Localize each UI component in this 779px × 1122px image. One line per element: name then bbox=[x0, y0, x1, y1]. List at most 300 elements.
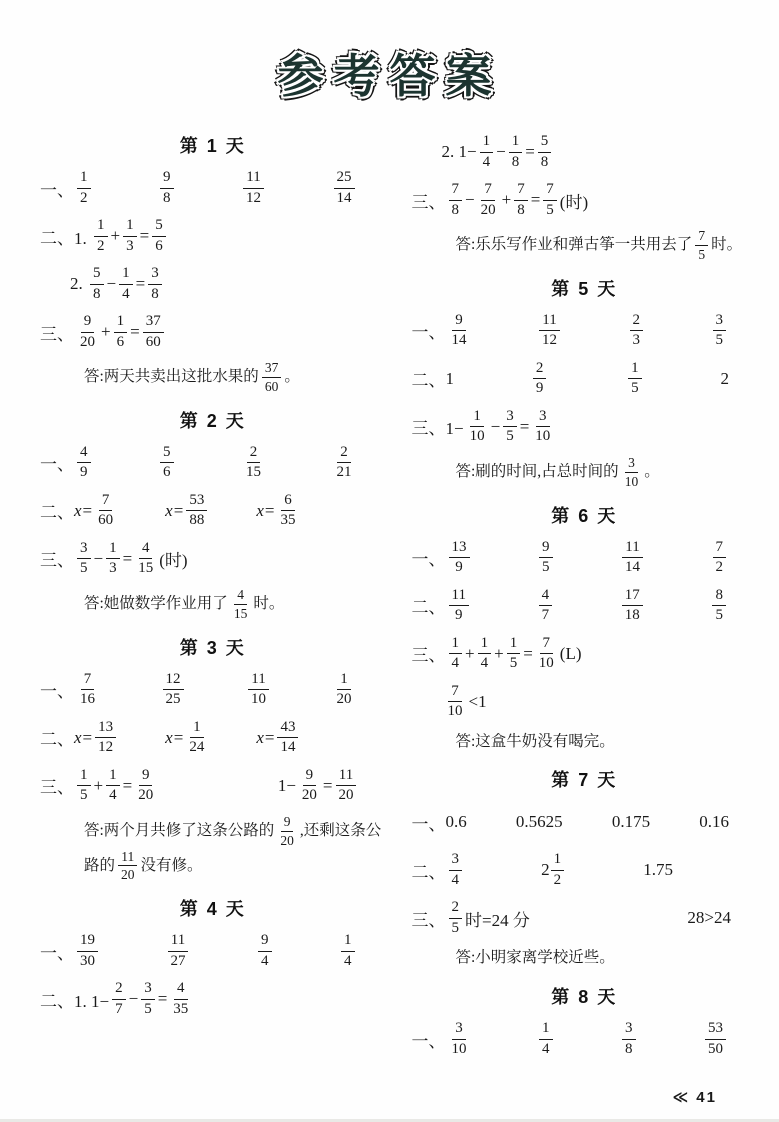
fraction bbox=[152, 217, 166, 255]
fraction bbox=[135, 767, 156, 805]
answer-item bbox=[530, 360, 550, 398]
numerator: 43 bbox=[277, 719, 298, 739]
text: 28>24 bbox=[687, 908, 731, 928]
answer-item bbox=[74, 169, 94, 207]
text: = bbox=[157, 989, 168, 1009]
fraction bbox=[95, 719, 116, 757]
fraction bbox=[334, 444, 355, 482]
item-label: 一、 bbox=[40, 180, 74, 200]
fraction bbox=[449, 587, 469, 625]
answer-row bbox=[412, 311, 758, 351]
answer-item bbox=[612, 812, 650, 832]
text: = bbox=[525, 142, 535, 161]
answer-item bbox=[446, 312, 473, 350]
text: = bbox=[530, 190, 541, 209]
denominator: 10 bbox=[469, 428, 485, 445]
fraction bbox=[514, 181, 528, 219]
denominator: 20 bbox=[336, 691, 352, 708]
answer-row bbox=[442, 682, 758, 722]
text: 答:她做数学作业用了 bbox=[84, 594, 228, 612]
fraction bbox=[243, 444, 264, 482]
numerator: 1 bbox=[106, 767, 120, 787]
denominator: 12 bbox=[98, 739, 114, 756]
denominator: 5 bbox=[80, 560, 88, 577]
answer-items bbox=[74, 169, 386, 207]
denominator: 5 bbox=[80, 787, 88, 804]
item-label: 一、 bbox=[40, 943, 74, 963]
answer-item bbox=[619, 1020, 639, 1058]
variable: x bbox=[256, 727, 264, 747]
fraction bbox=[539, 1020, 553, 1058]
fraction bbox=[299, 767, 320, 805]
numerator: 1 bbox=[190, 719, 204, 739]
fraction bbox=[630, 312, 644, 350]
denominator: 18 bbox=[624, 607, 640, 624]
denominator: 5 bbox=[715, 607, 723, 624]
fraction bbox=[509, 133, 523, 171]
numerator: 2 bbox=[247, 444, 261, 464]
fraction bbox=[186, 719, 207, 757]
numerator: 2 bbox=[533, 360, 547, 380]
variable: x bbox=[165, 500, 173, 520]
answer-row bbox=[412, 180, 758, 220]
numerator: 11 bbox=[449, 587, 469, 607]
answer-item bbox=[627, 312, 647, 350]
text: = bbox=[519, 416, 530, 436]
answer-row bbox=[412, 634, 758, 674]
fraction bbox=[334, 169, 355, 207]
numerator: 5 bbox=[160, 444, 174, 464]
text: 三、 bbox=[411, 646, 446, 666]
numerator: 1 bbox=[628, 360, 642, 380]
answer-row bbox=[412, 538, 758, 578]
answer-items bbox=[74, 932, 386, 970]
answer-item bbox=[338, 932, 358, 970]
text: 答:乐乐写作业和弹古筝一共用去了 bbox=[455, 235, 693, 253]
text: 0.5625 bbox=[515, 812, 563, 832]
denominator: 8 bbox=[93, 285, 101, 302]
answer-row bbox=[70, 264, 386, 304]
denominator: 15 bbox=[233, 605, 248, 621]
answer-item bbox=[643, 860, 673, 880]
numerator: 11 bbox=[243, 169, 263, 189]
fraction bbox=[77, 540, 91, 578]
text: 答:两个月共修了这条公路的 bbox=[84, 821, 275, 839]
text: = bbox=[122, 548, 133, 568]
numerator: 4 bbox=[234, 587, 247, 605]
fraction bbox=[478, 181, 499, 219]
answer-row bbox=[412, 850, 758, 890]
fraction bbox=[77, 444, 91, 482]
numerator: 12 bbox=[163, 671, 184, 691]
answer-item bbox=[446, 369, 455, 389]
fraction bbox=[449, 181, 463, 219]
denominator: 2 bbox=[80, 189, 88, 206]
text: 1 bbox=[445, 368, 454, 388]
text: = bbox=[322, 775, 333, 795]
answer-sentence bbox=[84, 814, 386, 884]
numerator: 7 bbox=[713, 539, 727, 559]
numerator: 9 bbox=[160, 169, 174, 189]
answer-row bbox=[40, 168, 386, 208]
variable: x bbox=[165, 727, 173, 747]
fraction bbox=[277, 492, 298, 530]
fraction bbox=[628, 360, 642, 398]
numerator: 37 bbox=[262, 360, 282, 378]
numerator: 7 bbox=[448, 683, 462, 703]
denominator: 4 bbox=[482, 153, 491, 170]
text: − bbox=[93, 548, 104, 568]
numerator: 3 bbox=[452, 1020, 466, 1040]
fraction bbox=[449, 312, 470, 350]
text: + bbox=[101, 322, 111, 341]
numerator: 5 bbox=[152, 217, 166, 237]
text: 。 bbox=[644, 462, 660, 480]
fraction bbox=[533, 360, 547, 398]
fraction bbox=[94, 217, 108, 255]
denominator: 4 bbox=[122, 285, 130, 302]
answer-item bbox=[255, 932, 275, 970]
numerator: 9 bbox=[81, 313, 95, 333]
numerator: 9 bbox=[452, 312, 466, 332]
day-heading: 第 6 天 bbox=[551, 505, 618, 526]
fraction bbox=[262, 360, 282, 395]
denominator: 4 bbox=[344, 952, 352, 969]
denominator: 4 bbox=[109, 787, 117, 804]
item-label: 二、 bbox=[40, 730, 74, 750]
denominator: 60 bbox=[145, 333, 161, 350]
day-heading: 第 7 天 bbox=[551, 770, 618, 791]
text: 2 bbox=[720, 368, 729, 388]
fraction bbox=[248, 671, 269, 709]
answer-item bbox=[699, 812, 729, 832]
answer-items bbox=[74, 767, 386, 805]
denominator: 20 bbox=[338, 787, 354, 804]
text: − bbox=[128, 989, 139, 1009]
denominator: 4 bbox=[542, 1040, 550, 1057]
text: 时。 bbox=[253, 594, 285, 612]
fraction bbox=[503, 408, 517, 446]
fraction bbox=[160, 444, 174, 482]
answer-item bbox=[157, 444, 177, 482]
numerator: 2 bbox=[112, 980, 126, 1000]
denominator: 5 bbox=[451, 919, 459, 936]
denominator: 5 bbox=[546, 201, 554, 218]
numerator: 3 bbox=[148, 265, 162, 285]
fraction bbox=[445, 683, 466, 721]
denominator: 9 bbox=[454, 607, 463, 624]
answer-items bbox=[446, 539, 758, 577]
text: 答:这盒牛奶没有喝完。 bbox=[455, 732, 615, 750]
fraction bbox=[170, 980, 191, 1018]
answer-item bbox=[165, 492, 210, 530]
answer-item bbox=[74, 444, 94, 482]
numerator: 7 bbox=[543, 181, 557, 201]
answer-row bbox=[40, 443, 386, 483]
numerator: 1 bbox=[507, 635, 521, 655]
fraction bbox=[135, 540, 156, 578]
numerator: 9 bbox=[303, 767, 317, 787]
fraction bbox=[77, 169, 91, 207]
fraction bbox=[277, 814, 297, 849]
text: − bbox=[465, 190, 475, 209]
numerator: 9 bbox=[258, 932, 272, 952]
fraction bbox=[449, 899, 463, 937]
fraction bbox=[713, 539, 727, 577]
denominator: 10 bbox=[451, 1040, 467, 1057]
denominator: 4 bbox=[480, 655, 489, 672]
answers-column-right bbox=[412, 132, 758, 1067]
numerator: 1 bbox=[114, 313, 128, 333]
fraction bbox=[551, 851, 565, 889]
numerator: 1 bbox=[470, 408, 484, 428]
answer-items bbox=[446, 851, 758, 889]
answer-sentence bbox=[84, 360, 386, 395]
fraction bbox=[478, 635, 492, 673]
text: 三、 bbox=[40, 551, 74, 571]
answer-items bbox=[74, 671, 386, 709]
text: = bbox=[82, 727, 93, 747]
numerator: 1 bbox=[449, 635, 463, 655]
answer-item bbox=[625, 360, 645, 398]
fraction bbox=[168, 932, 189, 970]
numerator: 9 bbox=[539, 539, 553, 559]
denominator: 6 bbox=[116, 333, 125, 350]
answer-row bbox=[40, 670, 386, 710]
answer-item bbox=[536, 312, 563, 350]
text: 没有修。 bbox=[140, 856, 203, 874]
text: 。 bbox=[284, 367, 300, 385]
answer-row bbox=[412, 359, 758, 399]
denominator: 8 bbox=[625, 1040, 633, 1057]
answer-item bbox=[256, 492, 301, 530]
answer-items bbox=[446, 812, 758, 832]
answers-column-left bbox=[40, 132, 386, 1067]
denominator: 35 bbox=[280, 512, 296, 529]
text: 时。 bbox=[711, 235, 743, 253]
numerator: 1 bbox=[341, 932, 355, 952]
denominator: 15 bbox=[246, 464, 261, 481]
fraction bbox=[114, 313, 128, 351]
text: = bbox=[135, 274, 146, 293]
item-label: 二、 bbox=[411, 371, 446, 391]
denominator: 8 bbox=[451, 201, 459, 218]
variable: x bbox=[256, 500, 264, 520]
denominator: 9 bbox=[80, 464, 88, 481]
fraction bbox=[77, 932, 98, 970]
answer-item bbox=[720, 369, 729, 389]
answer-row bbox=[412, 1019, 758, 1059]
denominator: 8 bbox=[151, 285, 159, 302]
denominator: 9 bbox=[455, 559, 463, 576]
answer-row bbox=[412, 586, 758, 626]
answer-items bbox=[74, 719, 386, 757]
fraction bbox=[141, 980, 155, 1018]
denominator: 5 bbox=[542, 559, 550, 576]
answer-sentence bbox=[84, 587, 386, 622]
answer-item bbox=[278, 767, 360, 805]
text: − bbox=[496, 142, 506, 161]
answer-item bbox=[619, 587, 646, 625]
text: 三、1− bbox=[411, 419, 464, 439]
answer-row bbox=[40, 718, 386, 758]
text: = bbox=[82, 500, 93, 520]
fraction bbox=[334, 671, 355, 709]
numerator: 3 bbox=[622, 1020, 636, 1040]
denominator: 24 bbox=[189, 739, 205, 756]
numerator: 11 bbox=[118, 849, 137, 867]
answer-item bbox=[446, 812, 467, 832]
denominator: 3 bbox=[109, 560, 117, 577]
day-heading: 第 4 天 bbox=[179, 899, 246, 920]
item-label: 一、 bbox=[411, 814, 446, 834]
numerator: 17 bbox=[622, 587, 643, 607]
numerator: 4 bbox=[77, 444, 91, 464]
denominator: 4 bbox=[261, 952, 269, 969]
denominator: 8 bbox=[511, 153, 520, 170]
denominator: 8 bbox=[540, 153, 549, 170]
numerator: 13 bbox=[95, 719, 116, 739]
fraction bbox=[538, 133, 552, 171]
answer-item bbox=[536, 1020, 556, 1058]
item-label: 一、 bbox=[411, 550, 446, 570]
fraction bbox=[449, 539, 470, 577]
text: + bbox=[465, 643, 475, 663]
text: = bbox=[173, 500, 184, 520]
fraction bbox=[186, 492, 207, 530]
denominator: 2 bbox=[715, 559, 723, 576]
numerator: 11 bbox=[248, 671, 268, 691]
answer-sentence bbox=[456, 946, 758, 971]
text: = bbox=[264, 500, 275, 520]
numerator: 1 bbox=[539, 1020, 553, 1040]
numerator: 53 bbox=[186, 492, 207, 512]
variable: x bbox=[74, 727, 82, 747]
numerator: 9 bbox=[281, 814, 294, 832]
denominator: 10 bbox=[624, 473, 639, 489]
answer-items bbox=[74, 492, 386, 530]
answer-item bbox=[165, 932, 192, 970]
fraction bbox=[112, 980, 126, 1018]
denominator: 15 bbox=[138, 560, 154, 577]
denominator: 14 bbox=[625, 559, 640, 576]
text: 二、1. bbox=[40, 228, 91, 248]
text: 答:刷的时间,占总时间的 bbox=[455, 462, 619, 480]
fraction bbox=[77, 671, 98, 709]
fraction bbox=[539, 587, 553, 625]
answer-items bbox=[446, 360, 758, 398]
numerator: 5 bbox=[538, 133, 552, 153]
denominator: 60 bbox=[98, 512, 114, 529]
answer-item bbox=[709, 587, 729, 625]
text: + bbox=[110, 226, 121, 245]
numerator: 37 bbox=[143, 313, 164, 333]
fraction bbox=[106, 767, 120, 805]
denominator: 3 bbox=[126, 237, 134, 254]
fraction bbox=[622, 455, 642, 490]
answer-item bbox=[446, 587, 472, 625]
answer-row bbox=[40, 979, 386, 1019]
fraction bbox=[95, 492, 116, 530]
text: 2. bbox=[70, 274, 87, 293]
day-heading: 第 8 天 bbox=[551, 987, 618, 1008]
denominator: 25 bbox=[165, 691, 181, 708]
text: = bbox=[139, 226, 150, 245]
denominator: 2 bbox=[553, 871, 562, 888]
denominator: 20 bbox=[480, 201, 496, 218]
text: = bbox=[264, 727, 275, 747]
fraction bbox=[536, 635, 557, 673]
fraction bbox=[705, 1020, 726, 1058]
text: 三、 bbox=[40, 324, 74, 344]
numerator: 7 bbox=[514, 181, 528, 201]
text: (时) bbox=[559, 192, 589, 212]
numerator: 13 bbox=[449, 539, 470, 559]
answer-item bbox=[710, 312, 730, 350]
denominator: 50 bbox=[708, 1040, 723, 1057]
denominator: 7 bbox=[115, 1000, 123, 1017]
answer-item bbox=[74, 767, 159, 805]
answer-item bbox=[331, 444, 358, 482]
answer-item bbox=[74, 932, 101, 970]
text: 答:小明家离学校近些。 bbox=[455, 949, 615, 967]
denominator: 60 bbox=[264, 378, 279, 394]
answer-item bbox=[516, 812, 563, 832]
numerator: 4 bbox=[539, 587, 553, 607]
numerator: 6 bbox=[281, 492, 295, 512]
denominator: 14 bbox=[336, 189, 352, 206]
numerator: 7 bbox=[449, 181, 463, 201]
numerator: 1 bbox=[94, 217, 108, 237]
fraction bbox=[118, 849, 138, 884]
day-heading: 第 3 天 bbox=[179, 637, 246, 658]
numerator: 11 bbox=[622, 539, 642, 559]
numerator: 5 bbox=[90, 265, 104, 285]
denominator: 20 bbox=[121, 867, 135, 883]
numerator: 2 bbox=[337, 444, 351, 464]
numerator: 11 bbox=[539, 312, 559, 332]
denominator: 9 bbox=[535, 380, 544, 397]
fraction bbox=[77, 767, 91, 805]
text: 0.6 bbox=[445, 812, 467, 832]
fraction bbox=[622, 587, 643, 625]
denominator: 7 bbox=[541, 607, 550, 624]
numerator: 7 bbox=[540, 635, 554, 655]
answer-item bbox=[240, 169, 267, 207]
denominator: 5 bbox=[631, 380, 639, 397]
numerator: 3 bbox=[449, 851, 463, 871]
text: 2. 1− bbox=[441, 142, 477, 161]
answer-items bbox=[446, 1020, 758, 1058]
answer-item bbox=[446, 851, 466, 889]
numerator: 1 bbox=[77, 767, 91, 787]
answer-item bbox=[446, 899, 530, 937]
answer-sentence bbox=[456, 228, 758, 263]
denominator: 20 bbox=[280, 832, 294, 848]
text: + bbox=[494, 643, 504, 663]
denominator: 5 bbox=[506, 428, 514, 445]
answer-item bbox=[536, 587, 556, 625]
fraction bbox=[148, 265, 162, 303]
numerator: 1 bbox=[106, 540, 120, 560]
numerator: 3 bbox=[77, 540, 91, 560]
denominator: 20 bbox=[80, 333, 95, 350]
item-label: 一、 bbox=[411, 323, 446, 343]
text: (时) bbox=[159, 551, 188, 571]
item-label: 三、 bbox=[40, 778, 74, 798]
answer-item bbox=[245, 671, 272, 709]
numerator: 25 bbox=[334, 169, 355, 189]
